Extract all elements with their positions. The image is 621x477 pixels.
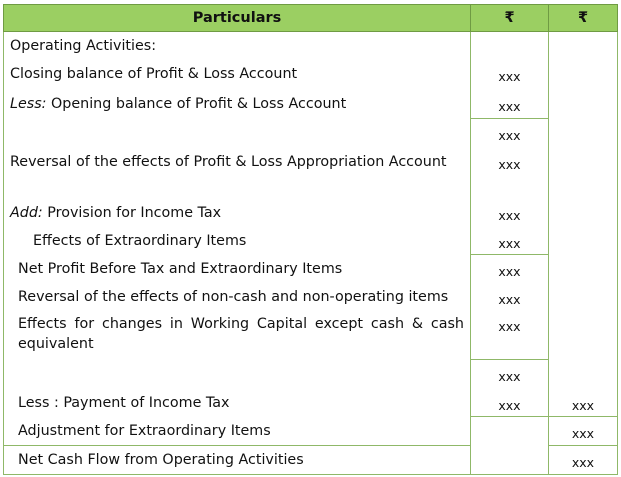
table-row bbox=[4, 90, 618, 119]
row-amount-2 bbox=[549, 227, 618, 255]
add-label: Add: bbox=[10, 204, 43, 221]
row-particulars: Effects of Extraordinary Items bbox=[4, 227, 471, 255]
row-amount-2 bbox=[549, 148, 618, 199]
table-header-row bbox=[4, 5, 618, 32]
table-row bbox=[4, 310, 618, 360]
row-particulars: Adjustment for Extraordinary Items bbox=[4, 417, 471, 446]
row-amount-1: xxx bbox=[471, 310, 549, 360]
header-amount-1: ₹ bbox=[471, 5, 549, 32]
row-particulars: Less : Payment of Income Tax bbox=[4, 389, 471, 417]
row-particulars: Net Cash Flow from Operating Activities bbox=[4, 446, 471, 475]
table-row bbox=[4, 255, 618, 283]
row-particulars bbox=[4, 360, 471, 389]
less-label: Less: bbox=[10, 95, 47, 112]
row-amount-1: xxx bbox=[471, 360, 549, 389]
row-amount-2 bbox=[549, 90, 618, 119]
row-amount-2: xxx bbox=[549, 446, 618, 475]
table-row bbox=[4, 119, 618, 148]
row-particulars: Less: Opening balance of Profit & Loss Account bbox=[4, 90, 471, 119]
row-amount-2: xxx bbox=[549, 389, 618, 417]
row-particulars bbox=[4, 119, 471, 148]
header-particulars: Particulars bbox=[4, 5, 471, 32]
row-amount-1 bbox=[471, 446, 549, 475]
row-amount-1: xxx bbox=[471, 60, 549, 90]
table-row bbox=[4, 148, 618, 199]
row-amount-2 bbox=[549, 60, 618, 90]
row-amount-1: xxx bbox=[471, 389, 549, 417]
row-amount-2: xxx bbox=[549, 417, 618, 446]
row-particulars: Closing balance of Profit & Loss Account bbox=[4, 60, 471, 90]
table-row bbox=[4, 360, 618, 389]
row-particulars: Reversal of the effects of non-cash and non-operating items bbox=[4, 283, 471, 310]
row-particulars: Add: Provision for Income Tax bbox=[4, 199, 471, 227]
row-amount-1: xxx bbox=[471, 283, 549, 310]
row-amount-2 bbox=[549, 283, 618, 310]
row-particulars: Operating Activities: bbox=[4, 32, 471, 60]
row-particulars: Reversal of the effects of Profit & Loss Appropriation Account bbox=[4, 148, 471, 199]
header-amount-2: ₹ bbox=[549, 5, 618, 32]
table-row bbox=[4, 227, 618, 255]
row-amount-1: xxx bbox=[471, 255, 549, 283]
row-amount-1: xxx bbox=[471, 199, 549, 227]
row-amount-2 bbox=[549, 310, 618, 360]
row-amount-2 bbox=[549, 199, 618, 227]
row-amount-1: xxx bbox=[471, 227, 549, 255]
row-amount-1: xxx bbox=[471, 119, 549, 148]
row-amount-2 bbox=[549, 360, 618, 389]
table-row bbox=[4, 417, 618, 446]
table-row bbox=[4, 446, 618, 475]
table-row bbox=[4, 32, 618, 60]
row-particulars: Net Profit Before Tax and Extraordinary Items bbox=[4, 255, 471, 283]
row-amount-1: xxx bbox=[471, 148, 549, 199]
cash-flow-table bbox=[3, 4, 618, 475]
row-amount-1 bbox=[471, 417, 549, 446]
row-amount-1 bbox=[471, 32, 549, 60]
row-amount-2 bbox=[549, 255, 618, 283]
row-amount-2 bbox=[549, 119, 618, 148]
row-amount-2 bbox=[549, 32, 618, 60]
row-particulars: Effects for changes in Working Capital except cash & cash equivalent bbox=[4, 310, 471, 360]
row-amount-1: xxx bbox=[471, 90, 549, 119]
table-row bbox=[4, 199, 618, 227]
table-row bbox=[4, 389, 618, 417]
table-row bbox=[4, 60, 618, 90]
table-row bbox=[4, 283, 618, 310]
